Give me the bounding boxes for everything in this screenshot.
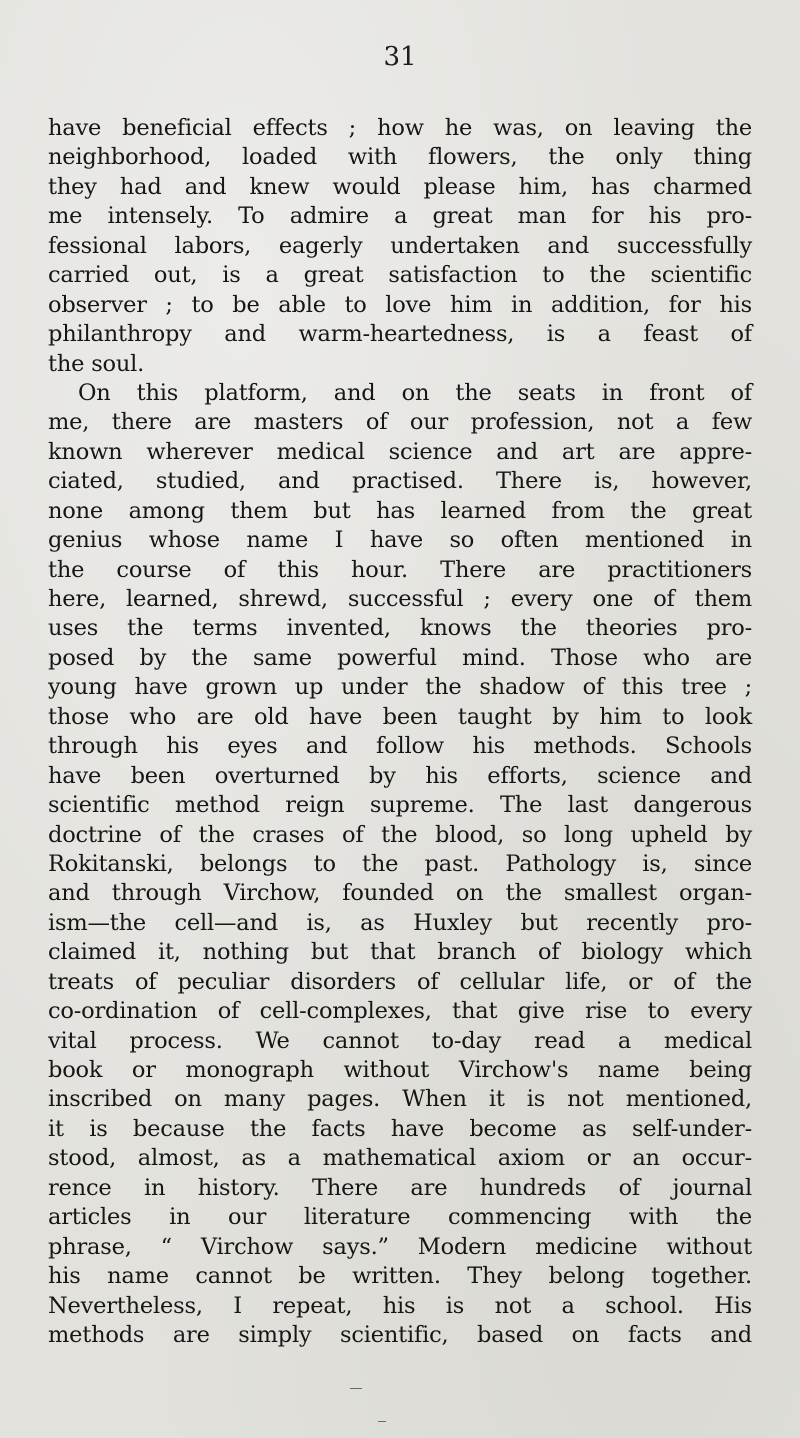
text-line: ism—the cell—and is, as Huxley but recently pro- — [48, 909, 752, 936]
text-line: it is because the facts have become as self-under- — [48, 1115, 752, 1142]
paragraph-2 — [48, 379, 752, 1350]
text-line: the soul. — [48, 350, 145, 377]
page-number: 31 — [383, 42, 417, 72]
text-line: On this platform, and on the seats in front of — [78, 379, 752, 406]
text-line: me intensely. To admire a great man for his pro- — [48, 203, 752, 230]
text-line: book or monograph without Virchow's name being — [48, 1057, 752, 1083]
text-line: treats of peculiar disorders of cellular life, or of the — [48, 968, 752, 995]
text-line: fessional labors, eagerly undertaken and successfully — [48, 232, 752, 259]
print-speck — [378, 1421, 386, 1422]
print-speck — [350, 1388, 362, 1389]
paragraph-1 — [48, 114, 752, 379]
body-text — [48, 114, 752, 1350]
text-line: through his eyes and follow his methods. Schools — [48, 733, 752, 760]
text-line: Rokitanski, belongs to the past. Pathology is, since — [48, 850, 752, 877]
text-line: young have grown up under the shadow of this tree ; — [48, 674, 752, 701]
text-line: claimed it, nothing but that branch of biology which — [48, 939, 752, 966]
text-line: neighborhood, loaded with flowers, the only thing — [48, 144, 752, 171]
text-line: phrase, “ Virchow says.” Modern medicine without — [48, 1233, 752, 1260]
text-line: methods are simply scientific, based on facts and — [48, 1321, 752, 1348]
text-line: none among them but has learned from the great — [48, 497, 752, 524]
text-line: observer ; to be able to love him in addition, for his — [48, 291, 752, 318]
text-line: have beneficial effects ; how he was, on leaving the — [48, 115, 752, 141]
text-line: rence in history. There are hundreds of journal — [48, 1174, 752, 1201]
text-line: vital process. We cannot to-day read a medical — [48, 1027, 752, 1054]
text-line: his name cannot be written. They belong together. — [48, 1263, 752, 1290]
text-line: me, there are masters of our profession, not a few — [48, 409, 752, 436]
text-line: they had and knew would please him, has charmed — [48, 173, 752, 200]
text-line: philanthropy and warm-heartedness, is a feast of — [48, 321, 752, 348]
text-line: stood, almost, as a mathematical axiom or an occur- — [48, 1145, 752, 1172]
text-line: articles in our literature commencing with the — [48, 1204, 752, 1231]
text-line: Nevertheless, I repeat, his is not a school. His — [48, 1292, 752, 1319]
text-line: genius whose name I have so often mentioned in — [48, 527, 752, 554]
text-line: here, learned, shrewd, successful ; every one of them — [48, 586, 752, 612]
text-line: inscribed on many pages. When it is not mentioned, — [48, 1086, 752, 1113]
text-line: posed by the same powerful mind. Those who are — [48, 644, 752, 671]
text-line: uses the terms invented, knows the theories pro- — [48, 615, 752, 642]
text-line: doctrine of the crases of the blood, so long upheld by — [48, 821, 752, 848]
text-line: and through Virchow, founded on the smallest organ- — [48, 880, 752, 907]
text-line: known wherever medical science and art are appre- — [48, 438, 752, 465]
text-line: scientific method reign supreme. The last dangerous — [48, 792, 752, 819]
text-line: the course of this hour. There are practitioners — [48, 556, 752, 583]
text-line: have been overturned by his efforts, science and — [48, 762, 752, 789]
text-line: co-ordination of cell-complexes, that give rise to every — [48, 998, 752, 1025]
text-line: ciated, studied, and practised. There is, however, — [48, 468, 752, 495]
text-line: carried out, is a great satisfaction to the scientific — [48, 262, 752, 289]
text-line: those who are old have been taught by him to look — [48, 703, 752, 730]
